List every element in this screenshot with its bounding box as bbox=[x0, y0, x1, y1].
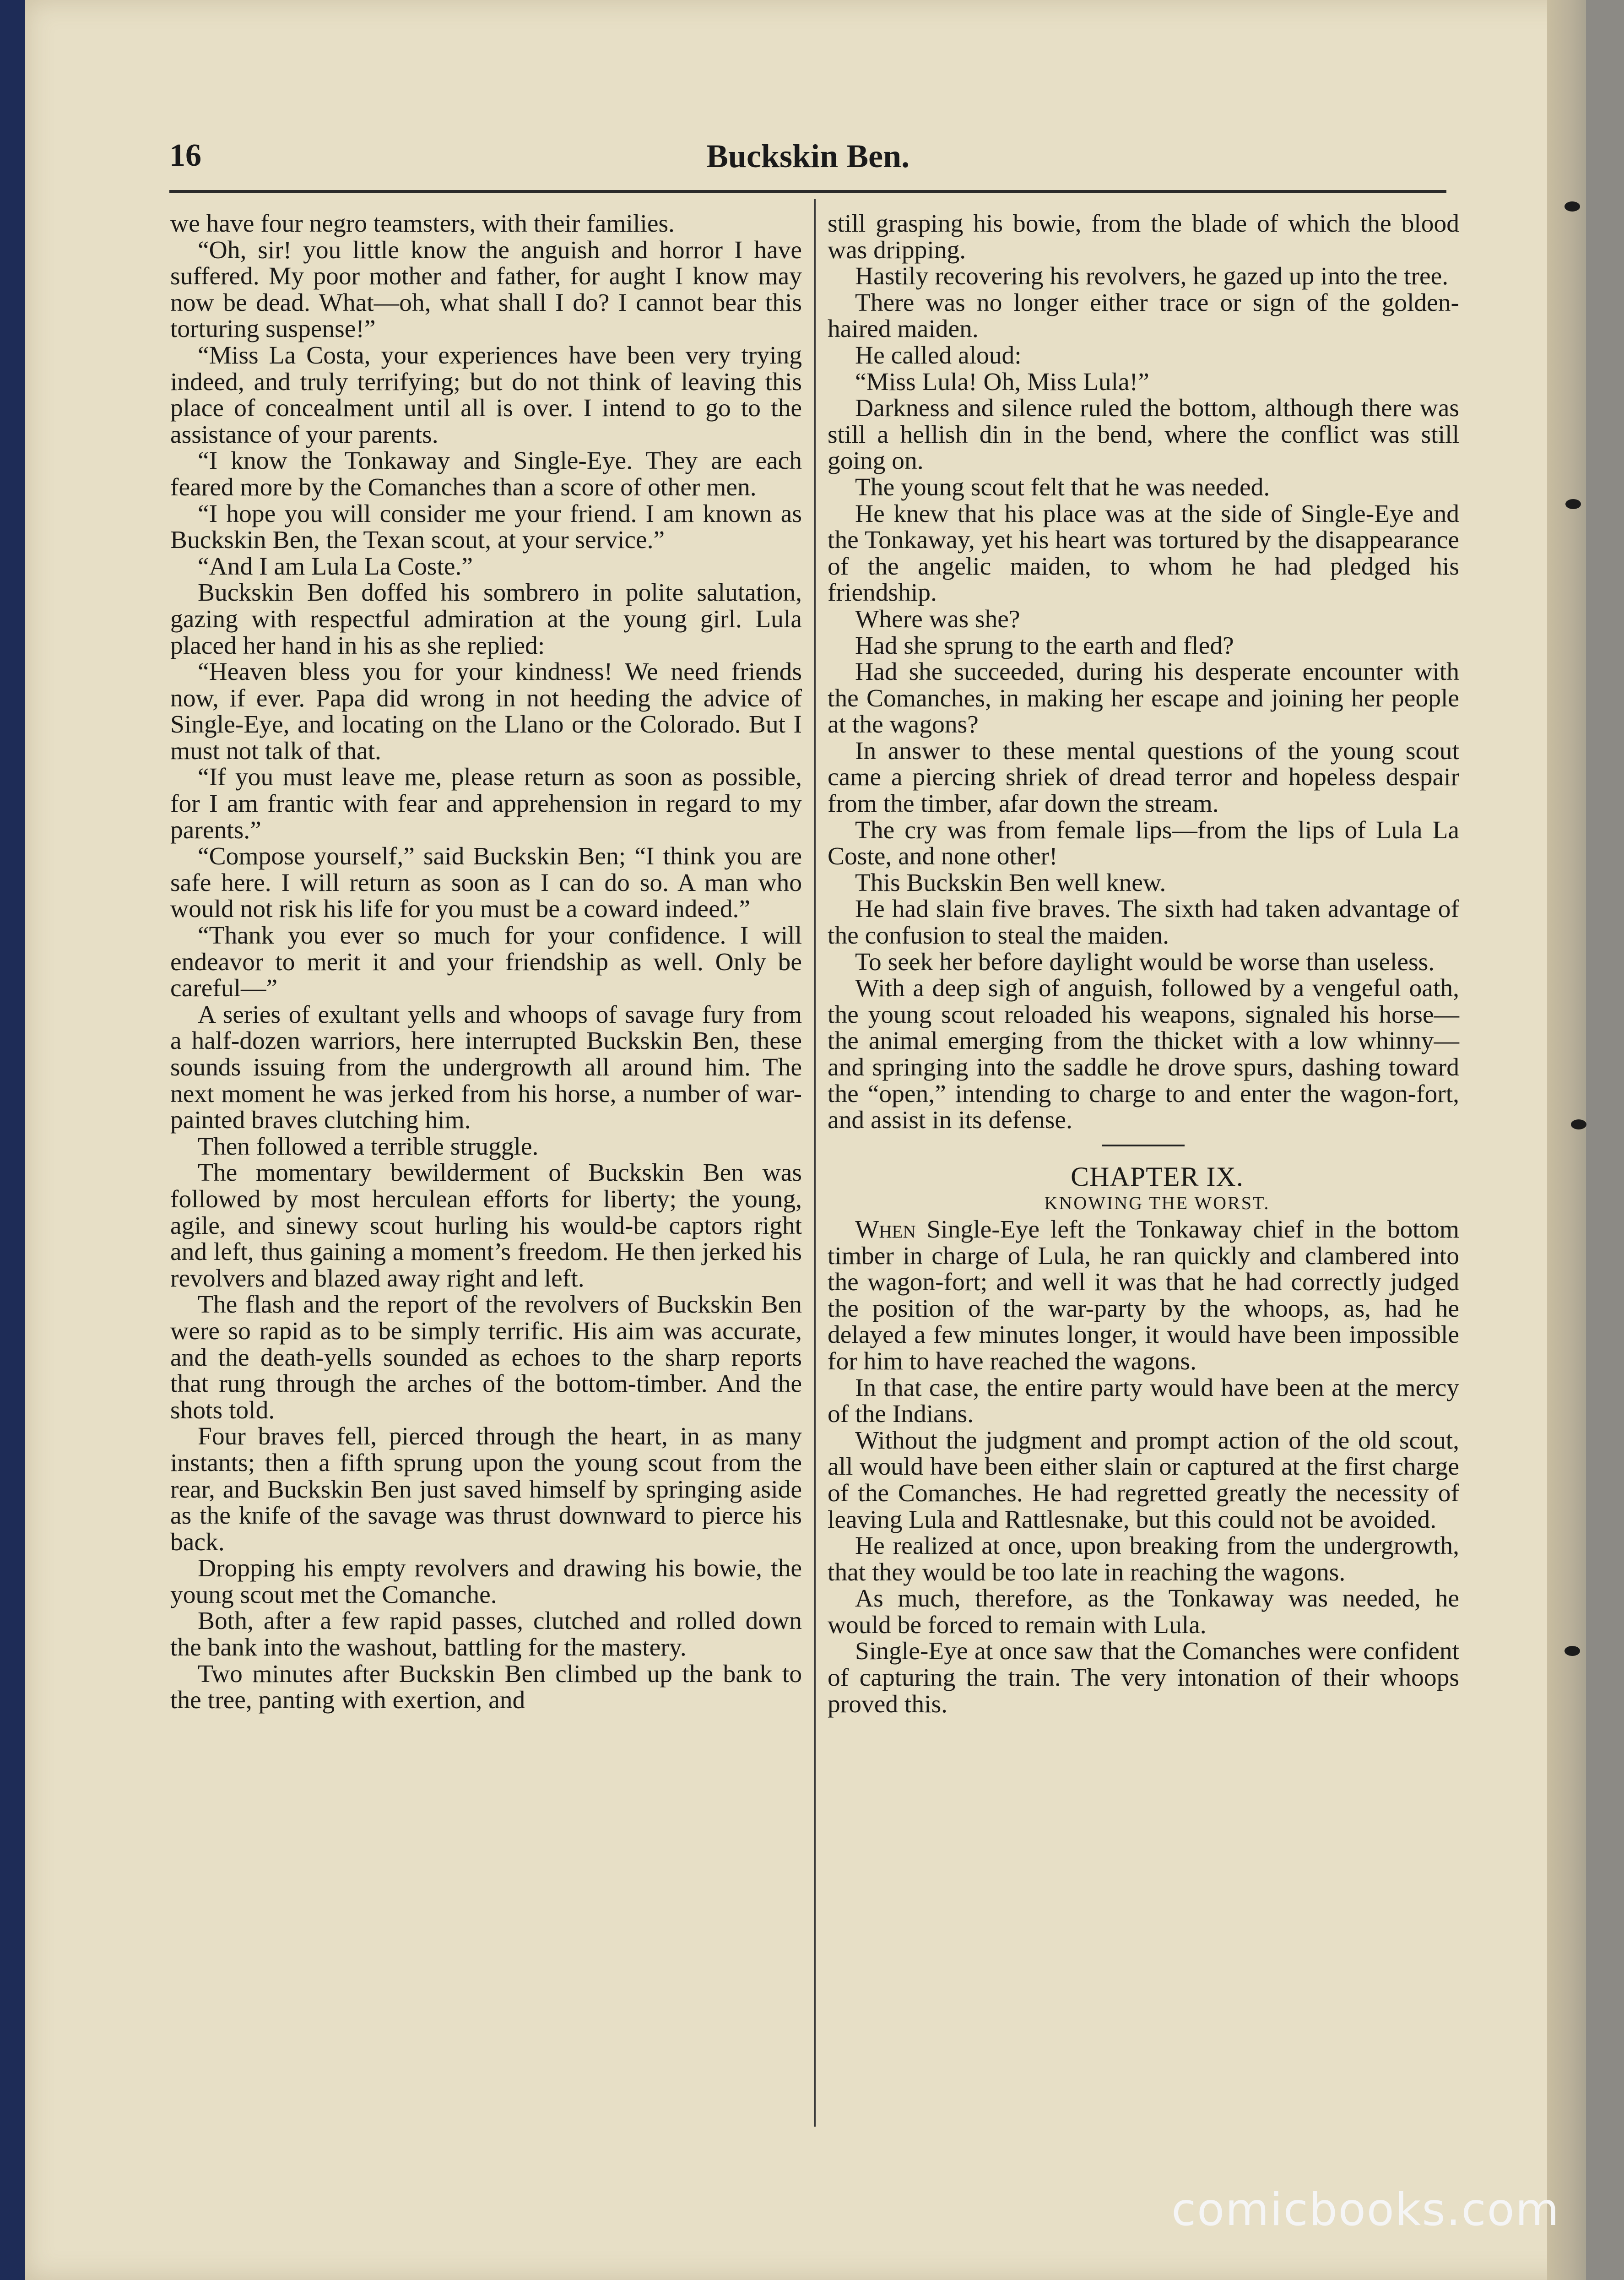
paragraph: Two minutes after Buckskin Ben climbed up the bank to the tree, panting with exertion, and bbox=[170, 1660, 802, 1715]
binding-hole-icon bbox=[1564, 1646, 1580, 1656]
page-header bbox=[169, 137, 1446, 183]
chapter-rule bbox=[1102, 1145, 1185, 1146]
paragraph: Had she sprung to the earth and fled? bbox=[855, 631, 1234, 660]
right-column-top bbox=[828, 211, 1459, 1134]
paragraph: He had slain five braves. The sixth had taken advantage of the confusion to steal the maiden. bbox=[828, 895, 1459, 950]
paragraph: “Heaven bless you for your kindness! We need friends now, if ever. Papa did wrong in not heeding the advice of Single-Eye, and locating on the Llano or the Colorado. But I must not talk of that. bbox=[170, 658, 802, 765]
paragraph: Darkness and silence ruled the bottom, although there was still a hellish din in the bend, where the conflict was still going on. bbox=[828, 394, 1459, 475]
paragraph: Single-Eye at once saw that the Comanches were confident of capturing the train. The very intonation of their whoops proved this. bbox=[828, 1637, 1459, 1718]
paragraph: “Thank you ever so much for your confidence. I will endeavor to merit it and your friendship as well. Only be careful—” bbox=[170, 922, 802, 1003]
running-title: Buckskin Ben. bbox=[706, 138, 910, 174]
page-spine-edge bbox=[1547, 0, 1586, 2280]
scan-background-left bbox=[0, 0, 25, 2280]
paragraph: “I know the Tonkaway and Single-Eye. They are each feared more by the Comanches than a score of other men. bbox=[170, 447, 802, 501]
paragraph: As much, therefore, as the Tonkaway was needed, he would be forced to remain with Lula. bbox=[828, 1585, 1459, 1639]
paragraph: The young scout felt that he was needed. bbox=[855, 473, 1270, 501]
paragraph: This Buckskin Ben well knew. bbox=[855, 869, 1166, 897]
page-number: 16 bbox=[169, 138, 201, 173]
opening-text: Single-Eye left the Tonkaway chief in the bottom timber in charge of Lula, he ran quickly and clambered into the wagon-fort; and well it was that he had correctly judged the position of the war-party by the whoops, as, had he delayed a few minutes longer, it would have been impossible for him to have reached the wagons. bbox=[828, 1215, 1459, 1375]
paragraph: Dropping his empty revolvers and drawing his bowie, the young scout met the Comanche. bbox=[170, 1554, 802, 1609]
paragraph: There was no longer either trace or sign of the golden-haired maiden. bbox=[828, 288, 1459, 343]
paragraph: Then followed a terrible struggle. bbox=[198, 1132, 539, 1161]
binding-hole-icon bbox=[1571, 1119, 1586, 1129]
paragraph: “Miss La Costa, your experiences have been very trying indeed, and truly terrifying; but do not think of leaving this place of concealment until all is over. I intend to go to the assistance of your parents. bbox=[170, 341, 802, 449]
paragraph: The momentary bewilderment of Buckskin Ben was followed by most herculean efforts for liberty; the young, agile, and sinewy scout hurling his would-be captors right and left, thus gaining a moment’s freedom. He then jerked his revolvers and blazed away right and left. bbox=[170, 1159, 802, 1292]
column-rule bbox=[814, 199, 816, 2127]
scan-background-right bbox=[1586, 0, 1624, 2280]
paragraph: A series of exultant yells and whoops of savage fury from a half-dozen warriors, here interrupted Buckskin Ben, these sounds issuing from the undergrowth all around him. The next moment he was jerked from his horse, a number of war-painted braves clutching him. bbox=[170, 1000, 802, 1135]
paragraph: “If you must leave me, please return as soon as possible, for I am frantic with fear and apprehension in regard to my parents.” bbox=[170, 763, 802, 844]
paragraph: He realized at once, upon breaking from the undergrowth, that they would be too late in reaching the wagons. bbox=[828, 1532, 1459, 1586]
chapter-number: CHAPTER IX. bbox=[1071, 1161, 1244, 1192]
chapter-title: KNOWING THE WORST. bbox=[1044, 1193, 1270, 1214]
paragraph: “Compose yourself,” said Buckskin Ben; “I think you are safe here. I will return as soon as I can do so. A man who would not risk his life for you must be a coward indeed.” bbox=[170, 842, 802, 923]
binding-hole-icon bbox=[1565, 499, 1581, 509]
left-column bbox=[170, 211, 802, 1714]
paragraph: Hastily recovering his revolvers, he gazed up into the tree. bbox=[855, 262, 1449, 291]
paragraph: The flash and the report of the revolvers of Buckskin Ben were so rapid as to be simply terrific. His aim was accurate, and the death-yells sounded as echoes to the sharp reports that rung through the arches of the bottom-timber. And the shots told. bbox=[170, 1291, 802, 1424]
opening-word: When bbox=[855, 1215, 916, 1243]
paragraph: “Miss Lula! Oh, Miss Lula!” bbox=[855, 368, 1149, 396]
paragraph: Four braves fell, pierced through the heart, in as many instants; then a fifth sprung upon the young scout from the rear, and Buckskin Ben just saved himself by springing aside as the knife of the savage was thrust downward to pierce his back. bbox=[170, 1422, 802, 1556]
paragraph: With a deep sigh of anguish, followed by a vengeful oath, the young scout reloaded his weapons, signaled his horse—the animal emerging from the thicket with a low whinny—and springing into the saddle he drove spurs, dashing toward the “open,” intending to charge to and enter the wagon-fort, and assist in its defense. bbox=[828, 974, 1459, 1135]
binding-hole-icon bbox=[1564, 201, 1580, 212]
paragraph: He knew that his place was at the side of Single-Eye and the Tonkaway, yet his heart was tortured by the disappearance of the angelic maiden, to whom he had pledged his friendship. bbox=[828, 499, 1459, 607]
paragraph: Had she succeeded, during his desperate encounter with the Comanches, in making her escape and joining her people at the wagons? bbox=[828, 658, 1459, 739]
paragraph: Buckskin Ben doffed his sombrero in polite salutation, gazing with respectful admiration at the young girl. Lula placed her hand in his as she replied: bbox=[170, 579, 802, 660]
paragraph: To seek her before daylight would be worse than useless. bbox=[855, 948, 1435, 976]
paragraph: The cry was from female lips—from the lips of Lula La Coste, and none other! bbox=[828, 816, 1459, 871]
paragraph: Where was she? bbox=[855, 605, 1020, 633]
paragraph: still grasping his bowie, from the blade of which the blood was dripping. bbox=[828, 210, 1459, 264]
chapter-opening-paragraph bbox=[828, 1216, 1459, 1375]
paragraph: “I hope you will consider me your friend. I am known as Buckskin Ben, the Texan scout, at your service.” bbox=[170, 499, 802, 554]
right-column bbox=[828, 211, 1459, 1717]
paragraph: He called aloud: bbox=[855, 341, 1022, 369]
paragraph: “And I am Lula La Coste.” bbox=[198, 552, 473, 581]
paragraph: Both, after a few rapid passes, clutched and rolled down the bank into the washout, battling for the mastery. bbox=[170, 1607, 802, 1662]
paragraph: Without the judgment and prompt action of the old scout, all would have been either slain or captured at the first charge of the Comanches. He had regretted greatly the necessity of leaving Lula and Rattlesnake, but this could not be avoided. bbox=[828, 1426, 1459, 1534]
paragraph: In that case, the entire party would have been at the mercy of the Indians. bbox=[828, 1373, 1459, 1428]
right-column-bottom bbox=[828, 1375, 1459, 1718]
paragraph: “Oh, sir! you little know the anguish and horror I have suffered. My poor mother and father, for aught I know may now be dead. What—oh, what shall I do? I cannot bear this torturing suspense!” bbox=[170, 236, 802, 343]
paragraph: In answer to these mental questions of the young scout came a piercing shriek of dread terror and hopeless despair from the timber, afar down the stream. bbox=[828, 737, 1459, 818]
watermark-logo: comicbooks.com bbox=[1171, 2184, 1560, 2236]
paragraph: we have four negro teamsters, with their families. bbox=[170, 210, 675, 238]
header-rule bbox=[169, 190, 1446, 193]
